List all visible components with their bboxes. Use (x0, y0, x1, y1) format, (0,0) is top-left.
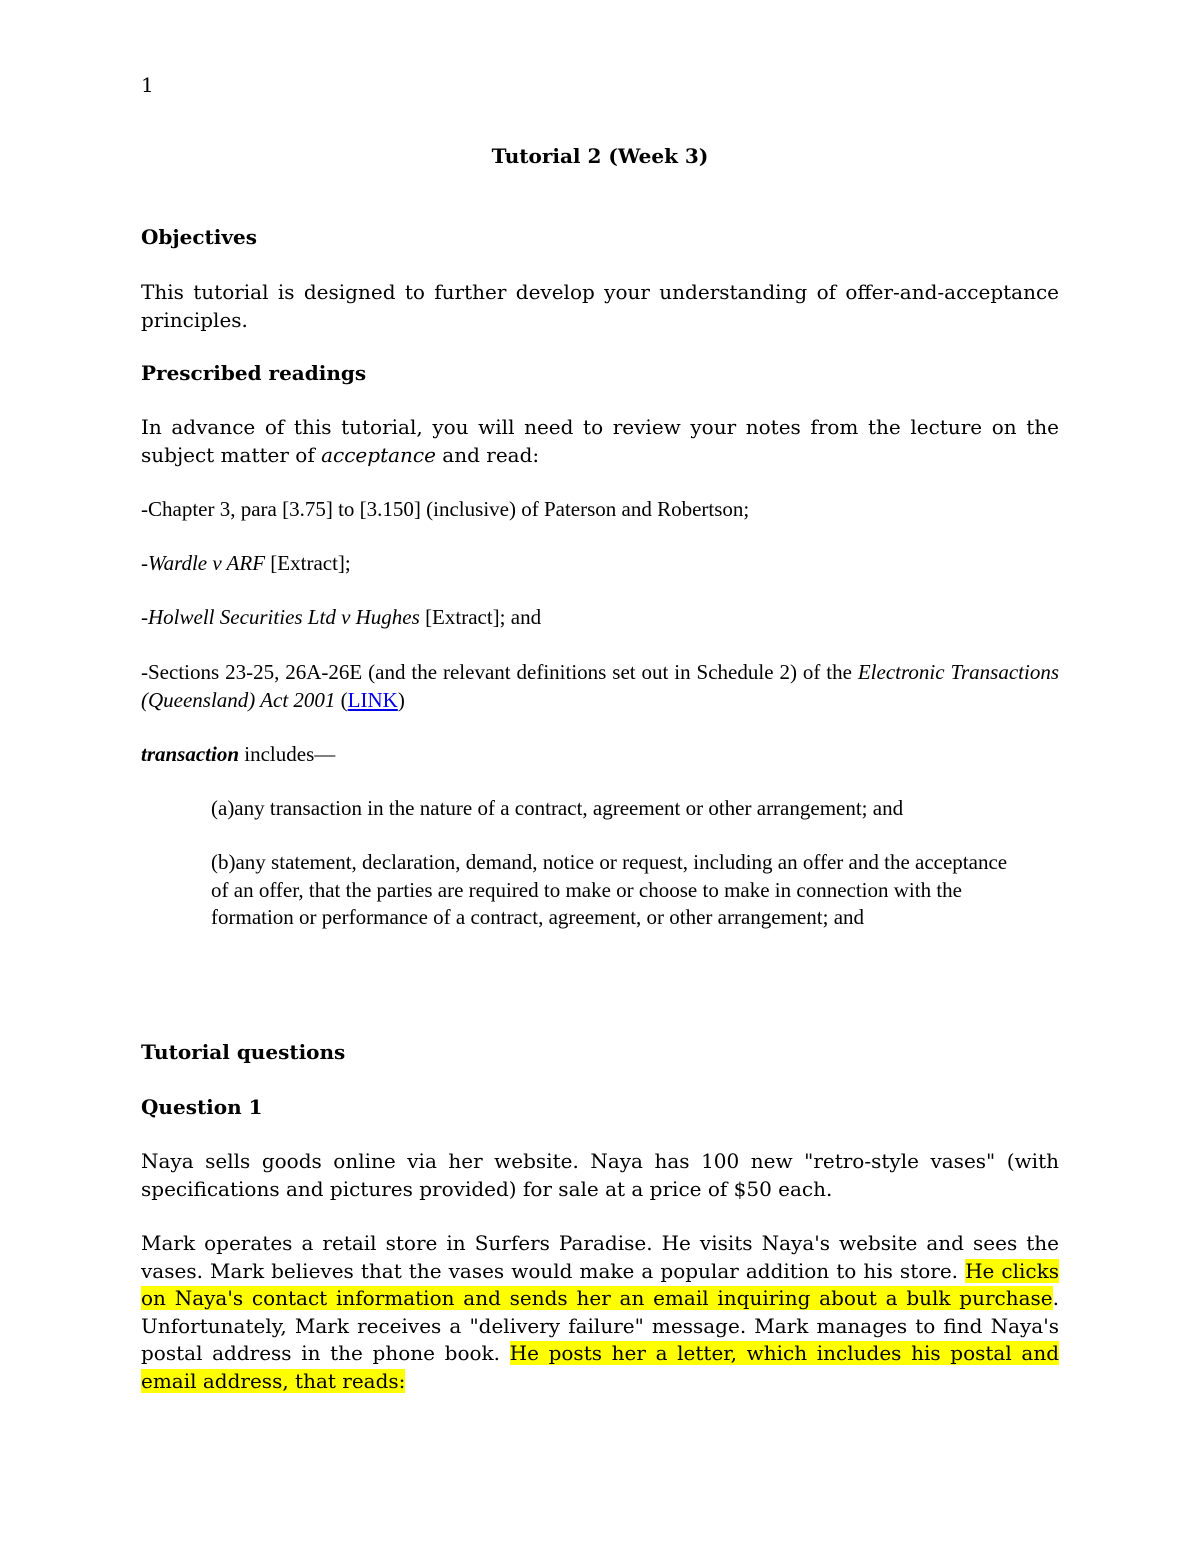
intro-text-2: and read: (435, 442, 540, 467)
reading-3-prefix: - (141, 605, 148, 629)
page-number: 1 (141, 73, 154, 97)
question-1-paragraph-1: Naya sells goods online via her website. Naya has 100 new "retro-style vases" (with specifications and pictures provided) for sale at a price of $50 each. (141, 1149, 1059, 1201)
question-1-paragraph-2 (141, 1230, 1059, 1395)
definition-term: transaction (141, 742, 240, 766)
reading-2-prefix: - (141, 551, 148, 575)
intro-text-1: In advance of this tutorial, you will need to review your notes from the lecture on the subject matter of (141, 415, 1059, 467)
tutorial-questions-heading: Tutorial questions (141, 1040, 346, 1064)
reading-3-suffix: [Extract]; and (419, 605, 542, 629)
highlighted-text-1: He clicks on Naya's contact information and sends her an email inquiring about a bulk purchase (141, 1258, 1060, 1310)
reading-item-1: -Chapter 3, para [3.75] to [3.150] (inclusive) of Paterson and Robertson; (141, 497, 750, 521)
highlighted-text-2: He posts her a letter, which includes his postal and email address, that reads: (141, 1341, 1059, 1393)
reading-2-suffix: [Extract]; (265, 551, 351, 575)
prescribed-readings-intro (141, 414, 1059, 469)
definition-item-a: (a)any transaction in the nature of a contract, agreement or other arrangement; and (211, 796, 904, 820)
definition-rest: includes— (239, 742, 336, 766)
page-title: Tutorial 2 (Week 3) (491, 144, 709, 168)
question-1-heading: Question 1 (141, 1095, 263, 1119)
objectives-heading: Objectives (141, 225, 257, 249)
reading-item-3 (141, 604, 1059, 632)
objectives-text: This tutorial is designed to further develop your understanding of offer-and-acceptance principles. (141, 280, 1059, 332)
reading-item-4 (141, 659, 1059, 714)
intro-italic: acceptance (321, 442, 436, 467)
definition-line (141, 741, 1059, 769)
reading-item-2 (141, 550, 1059, 578)
para2-text-a: Mark operates a retail store in Surfers Paradise. He visits Naya's website and sees the vases. Mark believes that the vases would make a popular addition to his store. (141, 1231, 1059, 1283)
reading-3-case-name: Holwell Securities Ltd v Hughes (148, 605, 420, 629)
definition-item-b: (b)any statement, declaration, demand, notice or request, including an offer and the acceptance of an offer, that the parties are required to make or choose to make in connection with the formation or performance of a contract, agreement, or other arrangement; and (211, 850, 1008, 929)
reading-4-act-name: Electronic Transactions (Queensland) Act 2001 (141, 660, 1059, 712)
reading-4-close: ) (397, 687, 405, 712)
reading-4-prefix: -Sections 23-25, 26A-26E (and the relevant definitions set out in Schedule 2) of the (141, 660, 858, 684)
para2-text-b: . Unfortunately, Mark receives a "delivery failure" message. Mark manages to find Naya's postal address in the phone book. (141, 1286, 1059, 1365)
legislation-link[interactable]: LINK (347, 687, 398, 712)
reading-2-case-name: Wardle v ARF (148, 551, 266, 575)
reading-4-open: ( (335, 687, 348, 712)
prescribed-readings-heading: Prescribed readings (141, 361, 367, 385)
